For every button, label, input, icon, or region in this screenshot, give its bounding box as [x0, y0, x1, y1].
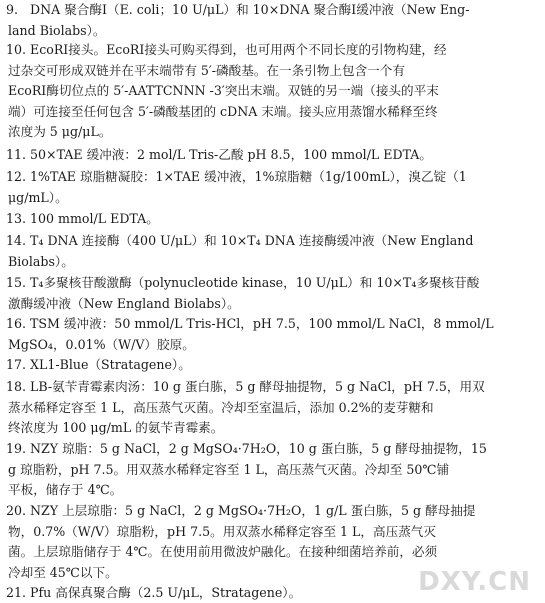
item-text-line: NZY 琼脂：5 g NaCl，2 g MgSO₄·7H₂O，10 g 蛋白胨，5 g 酵母抽提物，15	[30, 441, 487, 456]
item-text-line: 蒸水稀释定容至 1 L，高压蒸气灭菌。冷却至室温后，添加 0.2%的麦芽糖和	[8, 399, 434, 415]
item-text-line: 菌。上层琼脂储存于 4℃。在使用前用微波炉融化。在接种细菌培养前，必须	[8, 544, 438, 559]
item-text-line: EcoRⅠ接头。EcoRⅠ接头可购买得到，也可用两个不同长度的引物构建，经	[30, 42, 447, 57]
item-text-line: g 琼脂粉，pH 7.5。用双蒸水稀释定容至 1 L，高压蒸气灭菌。冷却至 50℃铺	[8, 461, 450, 477]
item-text-line: land Biolabs）。	[8, 22, 106, 38]
item-text-line: T₄多聚核苷酸激酶（polynucleotide kinase，10 U/μL）和 10×T₄多聚核苷酸	[30, 275, 480, 290]
item-text-line: EcoRⅠ酶切位点的 5′-AATTCNNN -3′突出末端。双链的另一端（接头的平末	[8, 83, 439, 98]
item-text-line: XL1-Blue（Stratagene）。	[30, 357, 191, 372]
item-text-line: 冷却至 45℃以下。	[8, 564, 118, 580]
item-text-line: 终浓度为 100 μg/mL 的氨苄青霉素。	[8, 420, 224, 435]
item-number: 11.	[6, 147, 27, 162]
item-text-line: MgSO₄，0.01%（W/V）胶原。	[8, 336, 195, 352]
item-text-line: DNA 聚合酶Ⅰ（E. coli；10 U/μL）和 10×DNA 聚合酶Ⅰ缓冲液（New Eng-	[30, 2, 470, 17]
item-text-line: 激酶缓冲液（New England Biolabs）。	[8, 295, 240, 311]
item-text-line: NZY 上层琼脂：5 g NaCl，2 g MgSO₄·7H₂O，1 g/L 蛋白胨，5 g 酵母抽提	[30, 503, 476, 518]
item-text-line: 过杂交可形成双链并在平末端带有 5′-磷酸基。在一条引物上包含一个有	[8, 62, 405, 78]
item-number: 21.	[6, 585, 27, 600]
item-number: 19.	[6, 441, 27, 456]
item-text-line: μg/mL）。	[8, 189, 68, 205]
item-number: 14.	[6, 233, 27, 248]
item-text-line: 浓度为 5 μg/μL。	[8, 124, 112, 139]
item-text-line: T₄ DNA 连接酶（400 U/μL）和 10×T₄ DNA 连接酶缓冲液（New England	[30, 233, 474, 248]
item-text-line: 物，0.7%（W/V）琼脂粉，pH 7.5。用双蒸水稀释定容至 1 L，高压蒸气灭	[8, 523, 436, 539]
item-number: 16.	[6, 316, 27, 331]
item-text-line: 端）可连接至任何包含 5′-磷酸基团的 cDNA 末端。接头应用蒸馏水稀释至终	[8, 103, 438, 119]
item-number: 18.	[6, 379, 27, 394]
item-text-line: LB-氨苄青霉素肉汤：10 g 蛋白胨，5 g 酵母抽提物，5 g NaCl，pH 7.5，用双	[30, 379, 485, 394]
item-number: 13.	[6, 211, 27, 226]
item-text-line: TSM 缓冲液：50 mmol/L Tris-HCl，pH 7.5，100 mmol/L NaCl，8 mmol/L	[30, 316, 494, 331]
item-number: 15.	[6, 275, 27, 290]
item-number: 9.	[6, 2, 19, 17]
item-text-line: Biolabs）。	[8, 253, 74, 269]
item-number: 12.	[6, 169, 27, 184]
item-text-line: 100 mmol/L EDTA。	[30, 211, 159, 226]
item-number: 20.	[6, 503, 27, 518]
item-text-line: Pfu 高保真聚合酶（2.5 U/μL，Stratagene）。	[30, 585, 302, 600]
item-text-line: 50×TAE 缓冲液：2 mol/L Tris-乙酸 pH 8.5，100 mmol/L EDTA。	[30, 147, 432, 162]
item-number: 10.	[6, 42, 27, 57]
item-text-line: 平板，储存于 4℃。	[8, 482, 123, 497]
item-text-line: 1%TAE 琼脂糖凝胶：1×TAE 缓冲液，1%琼脂糖（1g/100mL），溴乙锭（1	[30, 169, 467, 184]
watermark-logo: DXY.CN	[418, 567, 531, 597]
item-number: 17.	[6, 357, 27, 372]
